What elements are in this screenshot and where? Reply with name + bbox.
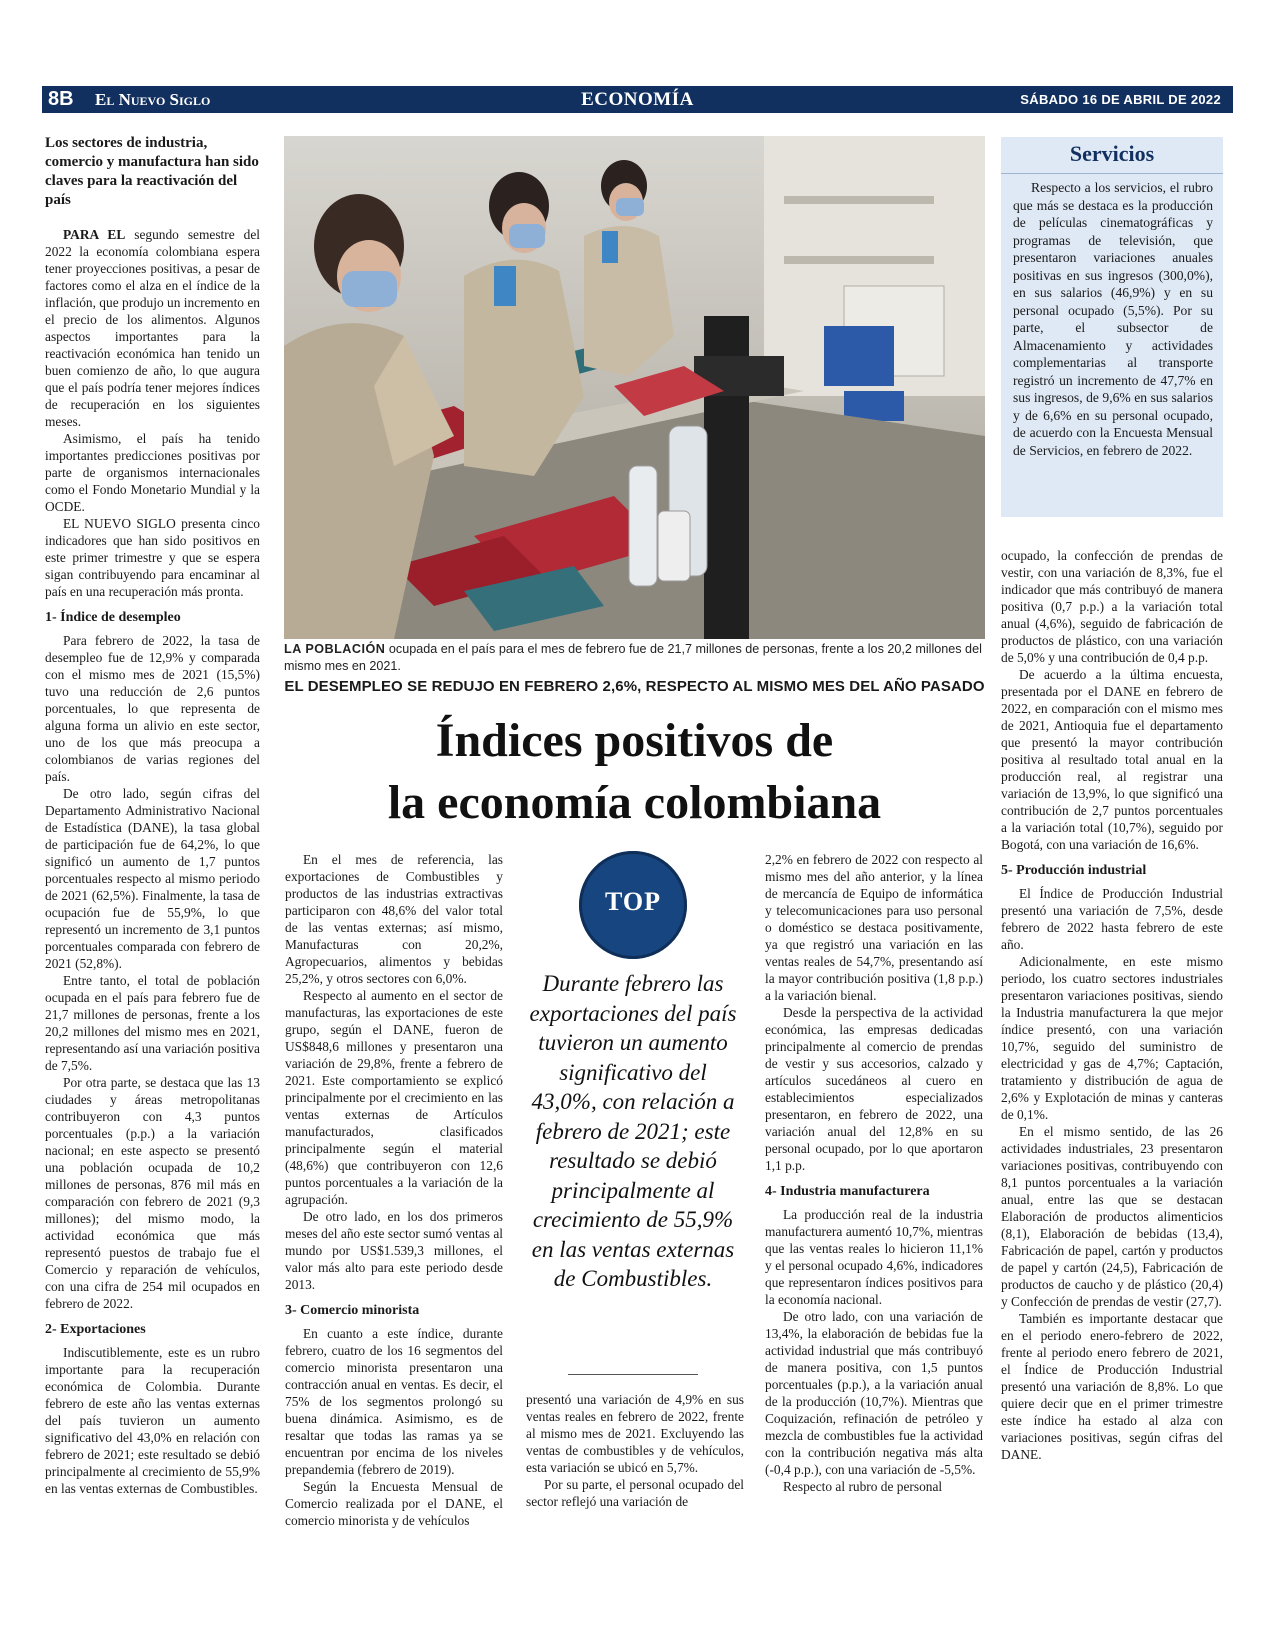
- headline-line-1: Índices positivos de: [435, 714, 834, 767]
- section-title: ECONOMÍA: [581, 89, 694, 110]
- photo-illustration: [284, 136, 985, 639]
- top-badge: [579, 851, 687, 959]
- subheading: 2- Exportaciones: [45, 1322, 146, 1337]
- paragraph: También es importante destacar que en el periodo enero-febrero de 2022, frente al periodo enero febrero de 2021, el Índice de Producción Industrial presentó una variación de 8,8%. Lo que quiere decir que en el primer trimestre este índice ha estado al alza con variaciones positivas, según cifras del DANE.: [1001, 1311, 1223, 1462]
- paragraph-text: segundo semestre del 2022 la economía colombiana espera tener proyecciones positivas, a pesar de factores como el alza en el índice de la inflación, que produjo un incremento en el precio de los alimentos. Algunos aspectos importantes para la reactivación económica han tenido un buen comienzo de año, lo que augura que el país podría tener mejores índices de recuperación en los siguientes meses.: [45, 227, 260, 429]
- caption-text: ocupada en el país para el mes de febrero fue de 21,7 millones de personas, frente a los 20,2 millones del mismo mes en 2021.: [284, 642, 982, 673]
- column-5: [1001, 547, 1223, 1463]
- paragraph: Por otra parte, se destaca que las 13 ciudades y áreas metropolitanas contribuyeron con 4,3 puntos porcentuales (p.p.) a la variación nacional; en este aspecto se presentó una población ocupada de 10,2 millones de personas, 876 mil más en comparación con febrero de 2021 (9,3 millones); del mismo modo, la actividad económica que más representó puestos de trabajo fue el Comercio y reparación de vehículos, con una cifra de 254 mil ocupados en febrero de 2022.: [45, 1075, 260, 1311]
- column-3: [526, 1391, 744, 1510]
- article-summary: Los sectores de industria, comercio y manufactura han sido claves para la reactivación del país: [45, 135, 259, 208]
- subheading: 4- Industria manufacturera: [765, 1184, 930, 1199]
- services-title: Servicios: [1069, 141, 1155, 166]
- header-bar: [42, 86, 1233, 113]
- paragraph: Por su parte, el personal ocupado del sector reflejó una variación de: [526, 1477, 744, 1509]
- paragraph: Para febrero de 2022, la tasa de desempleo fue de 12,9% y comparada con el mismo mes de 2021 (15,5%) tuvo una reducción de 2,6 puntos porcentuales, lo que representa de alguna forma un alivio en este sector, uno de los que más preocupa a colombianos de varias regiones del país.: [45, 633, 260, 784]
- lead-in: PARA EL: [63, 227, 126, 242]
- pull-quote: Durante febrero las exportaciones del país tuvieron un aumento significativo del 43,0%, con relación a febrero de 2021; este resultado se debió principalmente al crecimiento de 55,9% en las ventas externas de Combustibles.: [529, 971, 737, 1291]
- paragraph: Respecto al rubro de personal: [783, 1479, 943, 1494]
- paragraph: Adicionalmente, en este mismo periodo, los cuatro sectores industriales presentaron variaciones positivas, siendo la Industria manufacturera la que mejor índice presentó, con una variación 10,7%, seguido del suministro de electricidad y gas de 4,7%; Captación, tratamiento y distribución de agua de 2,6% y Explotación de minas y canteras de 0,1%.: [1001, 954, 1223, 1122]
- issue-date: SÁBADO 16 DE ABRIL DE 2022: [1020, 92, 1221, 107]
- column-1: [45, 226, 260, 1497]
- services-body: [1013, 179, 1213, 459]
- paragraph: En cuanto a este índice, durante febrero, cuatro de los 16 segmentos del comercio minorista presentaron una contracción anual en ventas. Es decir, el 75% de los segmentos prolongó su buena dinámica. Asimismo, es de resaltar que todas las ramas ya se encuentran por encima de los niveles prepandemia (febrero de 2019).: [285, 1326, 503, 1477]
- paragraph: Respecto al aumento en el sector de manufacturas, las exportaciones de este grupo, según el DANE, fueron de US$848,6 millones y presentaron una variación de 29,8%, frente a febrero de 2021. Este comportamiento se explicó principalmente por el crecimiento en las ventas externas de Artículos manufacturados, clasificados principalmente según el material (48,6%) que contribuyeron con 12,6 puntos porcentuales a la variación de la agrupación.: [285, 988, 503, 1207]
- paragraph: Respecto a los servicios, el rubro que más se destaca es la producción de películas cinematográficas y programas de televisión, que presentaron variaciones anuales positivas en sus ingresos (300,0%), en sus salarios (46,9%) y en su personal ocupado (5,5%). Por su parte, el subsector de Almacenamiento y actividades complementarias al transporte registró un incremento de 47,7% en sus ingresos, de 9,6% en sus salarios y de 6,6% en su personal ocupado, de acuerdo con la Encuesta Mensual de Servicios, en febrero de 2022.: [1013, 180, 1213, 458]
- divider: [568, 1374, 698, 1375]
- factory-workers-photo: [284, 136, 985, 639]
- headline-line-2: la economía colombiana: [387, 776, 882, 829]
- paragraph: En el mes de referencia, las exportaciones de Combustibles y productos de las industrias extractivas participaron con 48,6% del valor total de las ventas externas; así mismo, Manufacturas con 20,2%, Agropecuarios, alimentos y bebidas 25,2%, y otros sectores con 6,0%.: [285, 852, 503, 986]
- paragraph: Indiscutiblemente, este es un rubro importante para la recuperación económica de Colombia. Durante febrero de este año las ventas externas del país tuvieron un aumento significativo del 43,0% en relación con febrero de 2021; este resultado se debió principalmente al crecimiento de 55,9% en las ventas externas de Combustibles.: [45, 1345, 260, 1496]
- paragraph: Desde la perspectiva de la actividad económica, las empresas dedicadas principalmente al comercio de prendas de vestir y sus accesorios, calzado y artículos sucedáneos al cuero en establecimientos especializados presentaron, en febrero de 2022, una variación anual del 12,8% en su personal ocupado, por lo que aportaron 1,1 p.p.: [765, 1005, 983, 1173]
- paragraph: De acuerdo a la última encuesta, presentada por el DANE en febrero de 2022, en comparación con el mismo mes de 2021, Antioquia fue el departamento que presentó la mayor contribución positiva al resultado total anual en la producción real, al registrar una variación de 13,9%, lo que significó una contribución de 2,7 puntos porcentuales a la variación total (10,7%), seguido por Bogotá, con una variación de 16,6%.: [1001, 667, 1223, 852]
- paragraph: De otro lado, según cifras del Departamento Administrativo Nacional de Estadística (DANE), la tasa global de participación fue de 64,2%, lo que significó un aumento de 1,7 puntos porcentuales respecto al mismo periodo de 2021 (62,5%). Finalmente, la tasa de ocupación fue de 55,9%, lo que representó un incremento de 3,1 puntos porcentuales comparada con febrero de 2021 (52,8%).: [45, 786, 260, 971]
- paragraph: Asimismo, el país ha tenido importantes predicciones positivas por parte de organismos internacionales como el Fondo Monetario Mundial y la OCDE.: [45, 431, 260, 514]
- services-sidebar: [1001, 137, 1223, 517]
- paragraph: [45, 226, 260, 430]
- column-2: [285, 851, 503, 1529]
- kicker: EL DESEMPLEO SE REDUJO EN FEBRERO 2,6%, RESPECTO AL MISMO MES DEL AÑO PASADO: [284, 678, 985, 695]
- newspaper-brand: El Nuevo Siglo: [95, 90, 211, 109]
- paragraph: En el mismo sentido, de las 26 actividades industriales, 23 presentaron variaciones positivas, contribuyendo con 8,1 puntos porcentuales a la variación anual, entre las que se destacan Elaboración de productos alimenticios (8,1), Elaboración de bebidas (13,4), Fabricación de papel, cartón y productos de papel y cartón (24,5), Fabricación de productos de caucho y de plástico (20,4) y Confección de prendas de vestir (27,7).: [1001, 1124, 1223, 1309]
- subheading: 3- Comercio minorista: [285, 1303, 420, 1318]
- paragraph: Entre tanto, el total de población ocupada en el país para febrero fue de 21,7 millones de personas, frente a los 20,2 millones del mismo mes en 2021, representando así una variación positiva de 7,5%.: [45, 973, 260, 1073]
- top-badge-label: TOP: [605, 887, 661, 916]
- paragraph: 2,2% en febrero de 2022 con respecto al mismo mes del año anterior, y la línea de mercancía de Equipo de informática y telecomunicaciones para uso personal o doméstico se destaca positivamente, ya que registró una variación en las ventas reales de 54,7%, presentando así la mayor contribución positiva (1,8 p.p.) a la variación bienal.: [765, 852, 983, 1003]
- column-4: [765, 851, 983, 1495]
- photo-caption: [284, 641, 985, 675]
- paragraph: De otro lado, con una variación de 13,4%, la elaboración de bebidas fue la actividad industrial que más contribuyó de manera positiva, con 1,5 puntos porcentuales (p.p.), a la variación anual de la producción (10,7%). Mientras que Coquización, refinación de petróleo y mezcla de combustibles fue la actividad con la contribución negativa más alta (-0,4 p.p.), con una variación de -5,5%.: [765, 1309, 983, 1477]
- paragraph: De otro lado, en los dos primeros meses del año este sector sumó ventas al mundo por US$1.539,3 millones, el valor más alto para este periodo desde 2013.: [285, 1209, 503, 1292]
- paragraph: ocupado, la confección de prendas de vestir, con una variación de 8,3%, fue el indicador que más contribuyó de manera positiva (0,7 p.p.) a la variación total anual (4,6%), seguido de fabricación de productos de plástico, con una variación de 5,0% y una contribución de 0,4 p.p.: [1001, 548, 1223, 665]
- paragraph: EL NUEVO SIGLO presenta cinco indicadores que han sido positivos en este primer trimestre y que se espera sigan contribuyendo para encaminar al país en una recuperación más pronta.: [45, 516, 260, 599]
- headline: [284, 710, 985, 834]
- subheading: 1- Índice de desempleo: [45, 610, 181, 625]
- paragraph: Según la Encuesta Mensual de Comercio realizada por el DANE, el comercio minorista y de vehículos: [285, 1479, 503, 1528]
- page-number: 8B: [48, 88, 74, 110]
- caption-lead: LA POBLACIÓN: [284, 642, 386, 656]
- paragraph: presentó una variación de 4,9% en sus ventas reales en febrero de 2022, frente al mismo mes de 2021. Excluyendo las ventas de combustibles y de vehículos, esta variación se ubicó en 5,7%.: [526, 1392, 744, 1475]
- subheading: 5- Producción industrial: [1001, 863, 1147, 878]
- divider: [1001, 173, 1223, 174]
- paragraph: El Índice de Producción Industrial presentó una variación de 7,5%, desde febrero de 2022 hasta febrero de este año.: [1001, 886, 1223, 952]
- paragraph: La producción real de la industria manufacturera aumentó 10,7%, mientras que las ventas reales lo hicieron 11,1% y el personal ocupado 4,6%, indicadores que representaron índices positivos para la economía nacional.: [765, 1207, 983, 1307]
